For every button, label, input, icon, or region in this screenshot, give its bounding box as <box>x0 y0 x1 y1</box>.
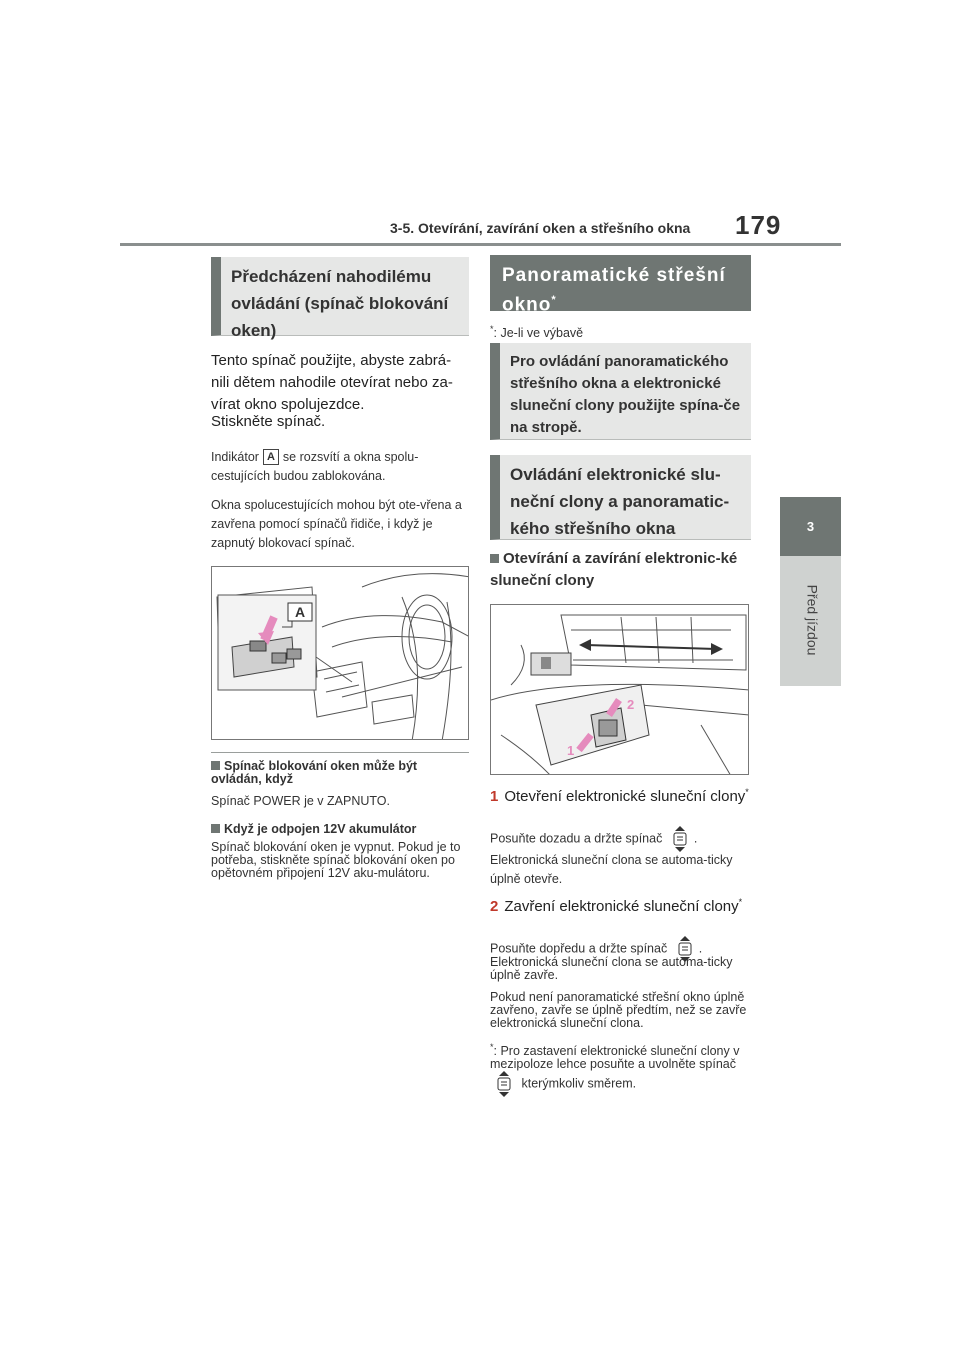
step-1-mark: * <box>745 787 749 797</box>
bullet-square-icon <box>211 761 220 770</box>
step-1-desc-suffix: . <box>693 831 698 846</box>
notes-separator <box>211 752 469 753</box>
indicator-badge: A <box>263 449 279 465</box>
star-note-mark: * <box>490 1042 494 1052</box>
step-2-desc-more: Elektronická sluneční clona se automa-ticky úplně zavře. <box>490 955 733 982</box>
step-2-title-text: Zavření elektronické sluneční clony <box>504 898 739 915</box>
right-subheading-text: Otevírání a zavírání elektronic-ké sluneční clony <box>490 550 738 589</box>
step-2-desc-prefix: Posuňte dopředu a držte spínač <box>490 941 668 956</box>
figure-badge: A <box>294 604 306 620</box>
left-instruction: Stiskněte spínač. <box>211 413 326 430</box>
right-subheading <box>490 548 751 592</box>
chapter-label-text: Před jízdou <box>804 584 821 656</box>
step-2-mark: * <box>738 897 743 907</box>
extra-note: Pokud není panoramatické střešní okno úplně zavřeno, zavře se úplně předtím, než se zavře elektronická sluneční clona. <box>490 990 747 1030</box>
note-1 <box>211 760 469 811</box>
left-note: Okna spolucestujících mohou být ote-vřena a zavřena pomocí spínačů řidiče, i když je zapnutý blokovací spínač. <box>211 498 462 550</box>
star-note-a: : Pro zastavení elektronické sluneční clony v mezipoloze lehce posuňte a uvolněte spínač <box>490 1044 740 1072</box>
footnote-text: : Je-li ve výbavě <box>493 326 584 341</box>
note-2-title-text: Když je odpojen 12V akumulátor <box>224 822 417 836</box>
step-2-number: 2 <box>490 898 499 915</box>
chapter-number-tab: 3 <box>780 497 841 556</box>
step-2-desc-suffix: . <box>698 941 703 956</box>
roof-switch-icon <box>672 826 688 852</box>
indicator-text <box>211 448 469 486</box>
left-intro: Tento spínač použijte, abyste zabrá-nili dětem nahodile otevírat nebo za-vírat okno spolujezdce. <box>211 352 453 413</box>
right-heading-dark <box>490 255 751 316</box>
step-2-title <box>490 891 751 918</box>
step-1-desc <box>490 826 751 852</box>
left-heading: Předcházení nahodilému ovládání (spínač blokování oken) <box>211 257 469 336</box>
star-note-b: kterýmkoliv směrem. <box>521 1076 637 1091</box>
indicator-suffix: se rozsvítí a okna spolu-cestujících budou zablokována. <box>211 450 419 483</box>
figure-label-1: 1 <box>567 743 575 758</box>
step-1-title <box>490 781 751 808</box>
note-1-body: Spínač POWER je v ZAPNUTO. <box>211 794 390 808</box>
step-1-number: 1 <box>490 788 499 805</box>
right-heading-text: Panoramatické střešní okno <box>502 265 726 316</box>
step-1-title-text: Otevření elektronické sluneční clony <box>504 788 746 805</box>
right-heading-mark: * <box>551 294 557 306</box>
bullet-square-icon <box>490 554 499 563</box>
bullet-square-icon <box>211 824 220 833</box>
indicator-prefix: Indikátor <box>211 450 259 464</box>
sunshade-illustration <box>491 605 749 775</box>
page-number: 179 <box>735 210 782 240</box>
window-lock-illustration <box>212 567 469 740</box>
right-section-heading: Ovládání elektronické slu-neční clony a panoramatic-kého střešního okna <box>490 455 751 540</box>
header-rule <box>120 243 841 246</box>
note-2-title <box>211 823 469 836</box>
footnote <box>490 320 751 343</box>
note-1-title <box>211 760 469 786</box>
roof-switch-icon <box>496 1071 512 1097</box>
step-1-desc-more: Elektronická sluneční clona se automa-ticky úplně otevře. <box>490 853 733 886</box>
right-info-box: Pro ovládání panoramatického střešního okna a elektronické sluneční clony použijte spína-če na stropě. <box>490 343 751 440</box>
note-2 <box>211 823 469 880</box>
step-1-desc-prefix: Posuňte dozadu a držte spínač <box>490 831 663 846</box>
footnote-mark: * <box>490 324 494 334</box>
sunshade-figure <box>490 604 749 775</box>
star-note <box>490 1041 751 1097</box>
note-2-body: Spínač blokování oken je vypnut. Pokud je to potřeba, stiskněte spínač blokování oken po opětovném připojení 12V aku-mulátoru. <box>211 840 461 880</box>
note-1-title-text: Spínač blokování oken může být ovládán, když <box>211 759 418 786</box>
window-lock-figure <box>211 566 469 740</box>
figure-label-2: 2 <box>627 697 635 712</box>
section-title: 3-5. Otevírání, zavírání oken a střešního okna <box>390 220 691 236</box>
chapter-label <box>782 560 842 680</box>
